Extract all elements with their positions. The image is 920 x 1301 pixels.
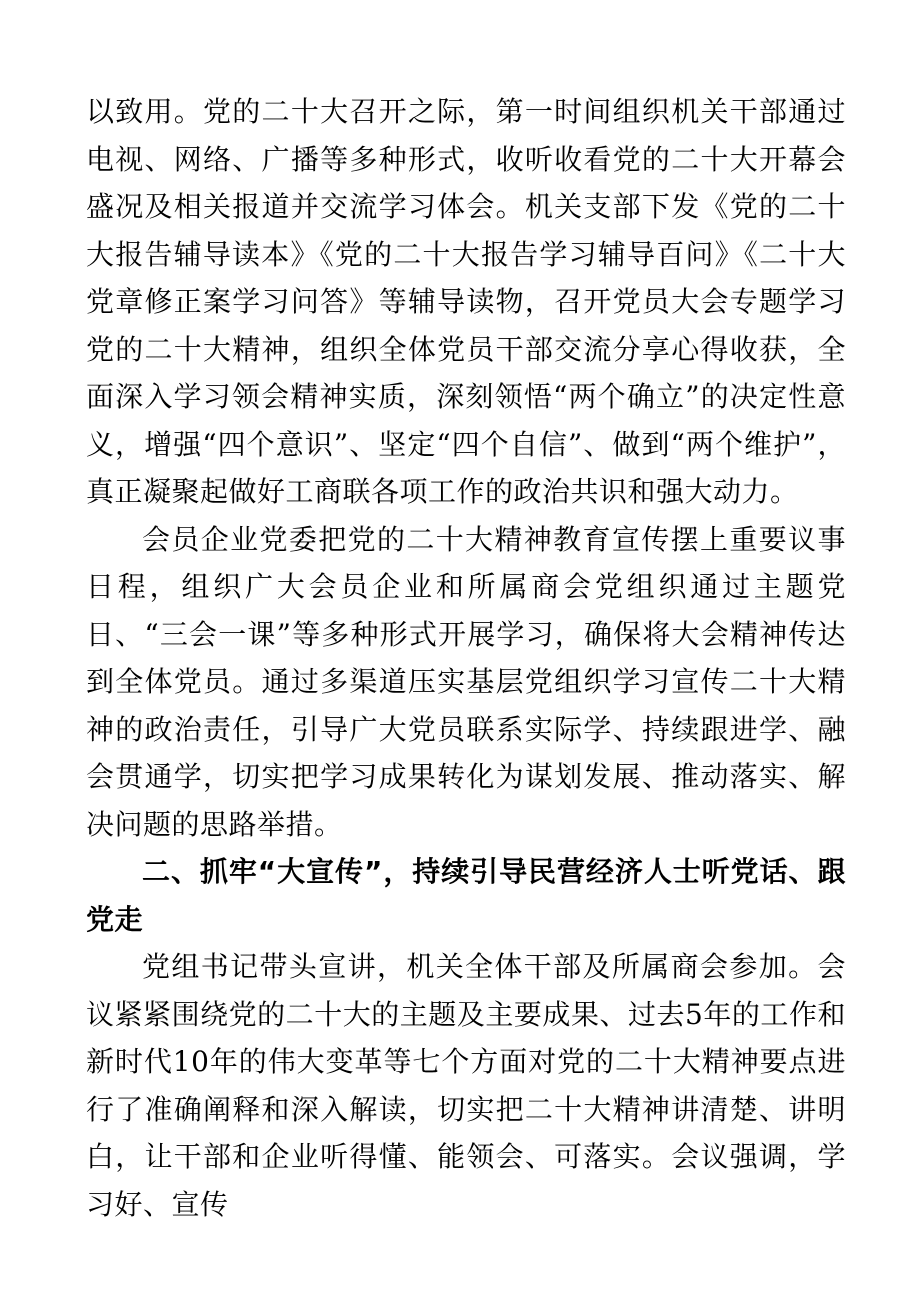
document-page (86, 88, 846, 1228)
section-heading: 二、抓牢“大宣传”，持续引导民营经济人士听党话、跟党走 (86, 855, 846, 936)
body-paragraph-1: 以致用。党的二十大召开之际，第一时间组织机关干部通过电视、网络、广播等多种形式，收听收看党的二十大开幕会盛况及相关报道并交流学习体会。机关支部下发《党的二十大报告辅导读本》《党的二十大报告学习辅导百问》《二十大党章修正案学习问答》等辅导读物，召开党员大会专题学习党的二十大精神，组织全体党员干部交流分享心得收获，全面深入学习领会精神实质，深刻领悟“两个确立”的决定性意义，增强“四个意识”、坚定“四个自信”、做到“两个维护”，真正凝聚起做好工商联各项工作的政治共识和强大动力。 (86, 95, 846, 508)
body-paragraph-3: 党组书记带头宣讲，机关全体干部及所属商会参加。会议紧紧围绕党的二十大的主题及主要成果、过去5年的工作和新时代10年的伟大变革等七个方面对党的二十大精神要点进行了准确阐释和深入解读，切实把二十大精神讲清楚、讲明白，让干部和企业听得懂、能领会、可落实。会议强调，学习好、宣传 (86, 950, 846, 1221)
body-paragraph-2: 会员企业党委把党的二十大精神教育宣传摆上重要议事日程，组织广大会员企业和所属商会党组织通过主题党日、“三会一课”等多种形式开展学习，确保将大会精神传达到全体党员。通过多渠道压实基层党组织学习宣传二十大精神的政治责任，引导广大党员联系实际学、持续跟进学、融会贯通学，切实把学习成果转化为谋划发展、推动落实、解决问题的思路举措。 (86, 522, 846, 841)
